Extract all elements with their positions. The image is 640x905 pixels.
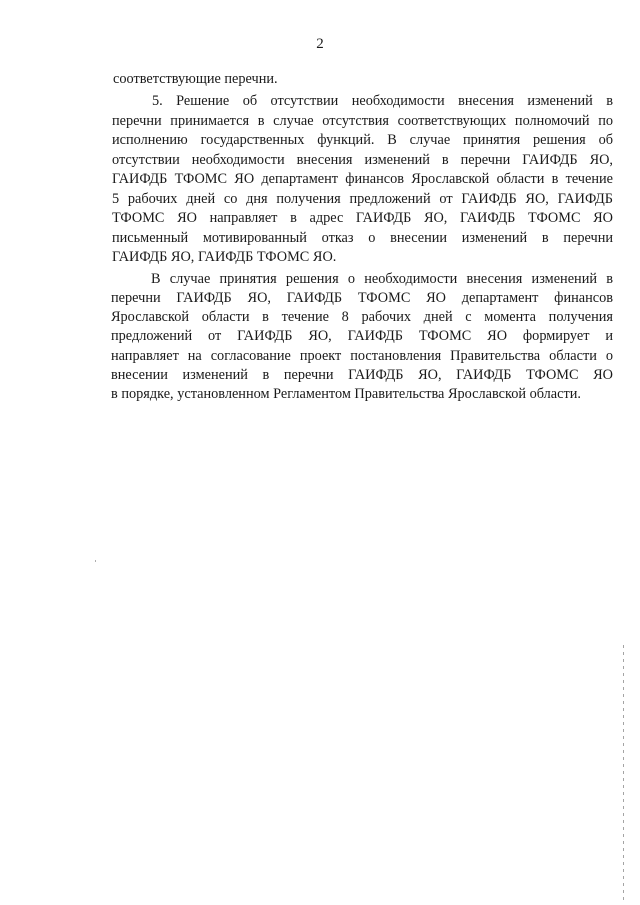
text-line: предложений от ГАИФДБ ЯО, ГАИФДБ ТФОМС ЯО формирует и	[111, 328, 613, 344]
text-line: письменный мотивированный отказ о внесении изменений в перечни	[112, 230, 613, 246]
text-line: ТФОМС ЯО направляет в адрес ГАИФДБ ЯО, ГАИФДБ ТФОМС ЯО	[112, 210, 613, 226]
text-line: 5 рабочих дней со дня получения предложений от ГАИФДБ ЯО, ГАИФДБ	[112, 191, 613, 207]
scan-edge-mark	[623, 645, 624, 900]
text-line: соответствующие перечни.	[113, 71, 278, 87]
text-line: в порядке, установленном Регламентом Правительства Ярославской области.	[111, 386, 581, 402]
scan-speck	[95, 560, 96, 562]
paragraph-second-first-line: В случае принятия решения о необходимости внесения изменений в	[151, 271, 613, 287]
text-line: ГАИФДБ ЯО, ГАИФДБ ТФОМС ЯО.	[112, 249, 337, 265]
paragraph-5-first-line: 5. Решение об отсутствии необходимости внесения изменений в	[152, 93, 613, 109]
text-line: направляет на согласование проект постановления Правительства области о	[111, 348, 613, 364]
text-line: исполнению государственных функций. В случае принятия решения об	[112, 132, 613, 148]
text-line: отсутствии необходимости внесения изменений в перечни ГАИФДБ ЯО,	[112, 152, 613, 168]
page-number: 2	[316, 36, 324, 52]
text-line: перечни ГАИФДБ ЯО, ГАИФДБ ТФОМС ЯО департамент финансов	[111, 290, 613, 306]
text-line: Ярославской области в течение 8 рабочих дней с момента получения	[111, 309, 613, 325]
text-line: внесении изменений в перечни ГАИФДБ ЯО, ГАИФДБ ТФОМС ЯО	[111, 367, 613, 383]
text-line: ГАИФДБ ТФОМС ЯО департамент финансов Ярославской области в течение	[112, 171, 613, 187]
text-line: перечни принимается в случае отсутствия соответствующих полномочий по	[112, 113, 613, 129]
